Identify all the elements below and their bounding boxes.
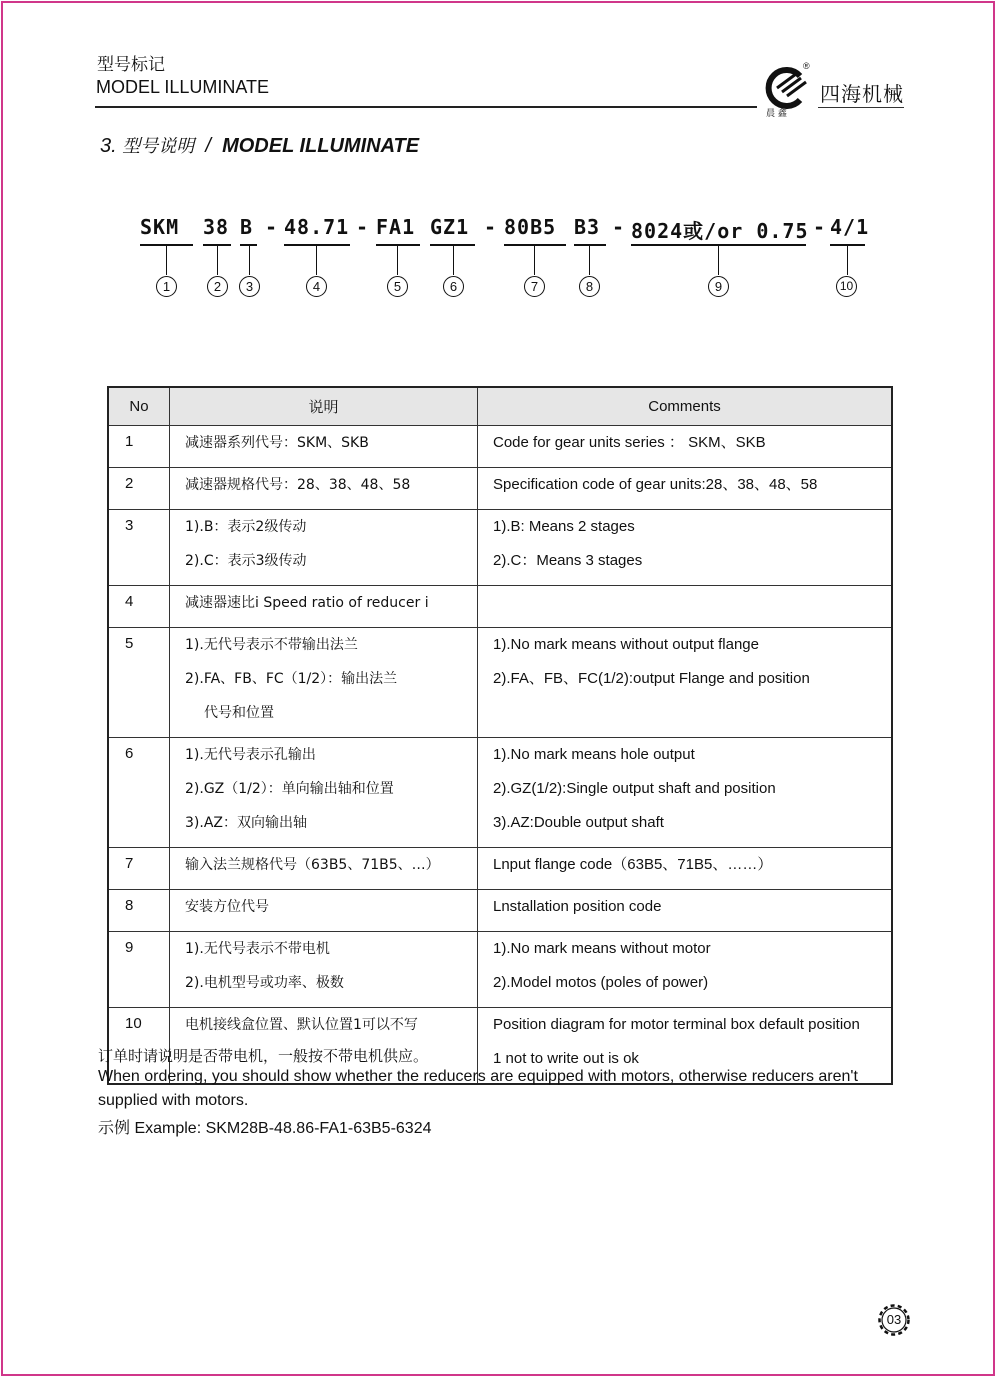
table-row [108,426,892,468]
code-dash: - [813,215,826,239]
row-cn [170,468,478,510]
table-row [108,510,892,586]
table-row [108,890,892,932]
header-title-en: MODEL ILLUMINATE [96,77,270,97]
segment-leader [397,245,398,275]
code-segment-1: SKM [140,215,180,239]
segment-number-6: 6 [443,276,464,297]
en-line [493,593,891,627]
row-no: 1 [108,426,170,468]
en-line: Code for gear units series ： SKM、SKB [493,434,766,451]
segment-number-10: 10 [836,276,857,297]
en-line: 2).C：Means 3 stages [493,552,643,569]
page-number: 03 [886,1312,902,1327]
row-cn [170,848,478,890]
table-row [108,468,892,510]
cn-line: 2).C：表示3级传动 [185,553,307,569]
segment-leader [453,245,454,275]
code-dash: - [612,215,625,239]
cn-line: 2).GZ（1/2）：单向输出轴和位置 [185,781,394,797]
segment-leader [217,245,218,275]
cn-line: 减速器系列代号：SKM、SKB [185,435,369,451]
segment-underline [504,244,566,246]
header-title-cn: 型号标记 [97,55,165,75]
code-segment-9: 8024或/or 0.75 [631,219,809,243]
segment-number-7: 7 [524,276,545,297]
model-spec-table [107,386,893,1085]
cn-line: 输入法兰规格代号（63B5、71B5、…） [185,857,440,873]
table-row [108,738,892,848]
segment-number-8: 8 [579,276,600,297]
row-cn [170,932,478,1008]
en-line: 1).No mark means without motor [493,940,711,957]
row-cn [170,738,478,848]
en-line: 2).Model motos (poles of power) [493,974,709,991]
segment-leader [249,245,250,275]
en-line: Lnstallation position code [493,898,662,915]
table-row [108,586,892,628]
header-divider [95,106,757,108]
table-row [108,932,892,1008]
row-en [478,426,893,468]
code-segment-2: 38 [203,215,230,239]
logo-lettering: 晨 鑫 [766,109,787,118]
row-cn [170,510,478,586]
row-no: 10 [108,1008,170,1085]
section-title-en: MODEL ILLUMINATE [222,135,420,157]
row-no: 7 [108,848,170,890]
segment-leader [847,245,848,275]
row-en [478,932,893,1008]
header-cn: 说明 [170,387,478,426]
cn-line: 代号和位置 [204,705,274,721]
row-en [478,510,893,586]
en-line: 3).AZ:Double output shaft [493,814,664,831]
segment-leader [534,245,535,275]
company-name: 四海机械 [820,82,904,106]
en-line: 1).No mark means without output flange [493,636,759,653]
order-example: 示例 Example: SKM28B-48.86-FA1-63B5-6324 [98,1120,432,1137]
cn-line: 1).B：表示2级传动 [185,519,307,535]
section-separator: / [205,135,211,157]
segment-leader [718,245,719,275]
code-segment-8: B3 [574,215,601,239]
row-cn [170,426,478,468]
row-en [478,848,893,890]
segment-leader [316,245,317,275]
segment-underline [574,244,606,246]
table-row [108,848,892,890]
row-no: 5 [108,628,170,738]
company-underline [818,107,904,108]
row-no: 3 [108,510,170,586]
row-en [478,628,893,738]
segment-underline [284,244,350,246]
table-header-row [108,387,892,426]
cn-line: 3).AZ：双向输出轴 [185,815,307,831]
en-line: 1).No mark means hole output [493,746,695,763]
code-dash: - [265,215,278,239]
code-segment-10: 4/1 [830,215,870,239]
row-no: 8 [108,890,170,932]
segment-number-4: 4 [306,276,327,297]
note-en-line2: supplied with motors. [98,1092,249,1109]
en-line: Position diagram for motor terminal box default position [493,1016,860,1033]
row-cn [170,890,478,932]
row-cn [170,586,478,628]
note-cn: 订单时请说明是否带电机，一般按不带电机供应。 [98,1047,429,1065]
table-row [108,628,892,738]
row-en [478,738,893,848]
registered-mark: ® [803,61,810,71]
en-line: Specification code of gear units:28、38、48、58 [493,476,818,493]
cn-line: 电机接线盒位置、默认位置1可以不写 [185,1017,418,1033]
code-segment-3: B [240,215,254,239]
segment-number-2: 2 [207,276,228,297]
header-no: No [108,387,170,426]
cn-line: 1).无代号表示不带电机 [185,941,330,957]
row-en [478,468,893,510]
section-title-cn: 型号说明 [122,136,195,157]
row-en [478,890,893,932]
row-no: 6 [108,738,170,848]
cn-line: 2).电机型号或功率、极数 [185,975,344,991]
en-line: Lnput flange code（63B5、71B5、……） [493,856,773,873]
row-no: 2 [108,468,170,510]
header-en: Comments [478,387,893,426]
section-title [100,132,419,158]
segment-number-1: 1 [156,276,177,297]
en-line: 1 not to write out is ok [493,1050,639,1067]
segment-number-5: 5 [387,276,408,297]
segment-number-3: 3 [239,276,260,297]
code-segment-4: 48.71 [284,215,350,239]
code-segment-6: GZ1 [430,215,470,239]
cn-line: 1).无代号表示孔输出 [185,747,316,763]
code-segment-7: 80B5 [504,215,557,239]
en-line: 1).B: Means 2 stages [493,518,635,535]
code-dash: - [484,215,497,239]
note-en-line1: When ordering, you should show whether the reducers are equipped with motors, otherwise reducers aren't [98,1068,858,1085]
cn-line: 1).无代号表示不带输出法兰 [185,637,358,653]
segment-leader [589,245,590,275]
row-cn [170,628,478,738]
en-line: 2).GZ(1/2):Single output shaft and position [493,780,776,797]
cn-line: 安装方位代号 [185,899,269,915]
section-number: 3. [100,135,117,157]
row-no: 4 [108,586,170,628]
cn-line: 减速器规格代号：28、38、48、58 [185,477,411,493]
en-line: 2).FA、FB、FC(1/2):output Flange and position [493,670,810,687]
segment-leader [166,245,167,275]
segment-underline [376,244,420,246]
segment-number-9: 9 [708,276,729,297]
code-dash: - [356,215,369,239]
row-en [478,586,893,628]
code-segment-5: FA1 [376,215,416,239]
cn-line: 2).FA、FB、FC（1/2）：输出法兰 [185,671,398,687]
row-no: 9 [108,932,170,1008]
cn-line: 减速器速比i Speed ratio of reducer i [185,595,429,611]
